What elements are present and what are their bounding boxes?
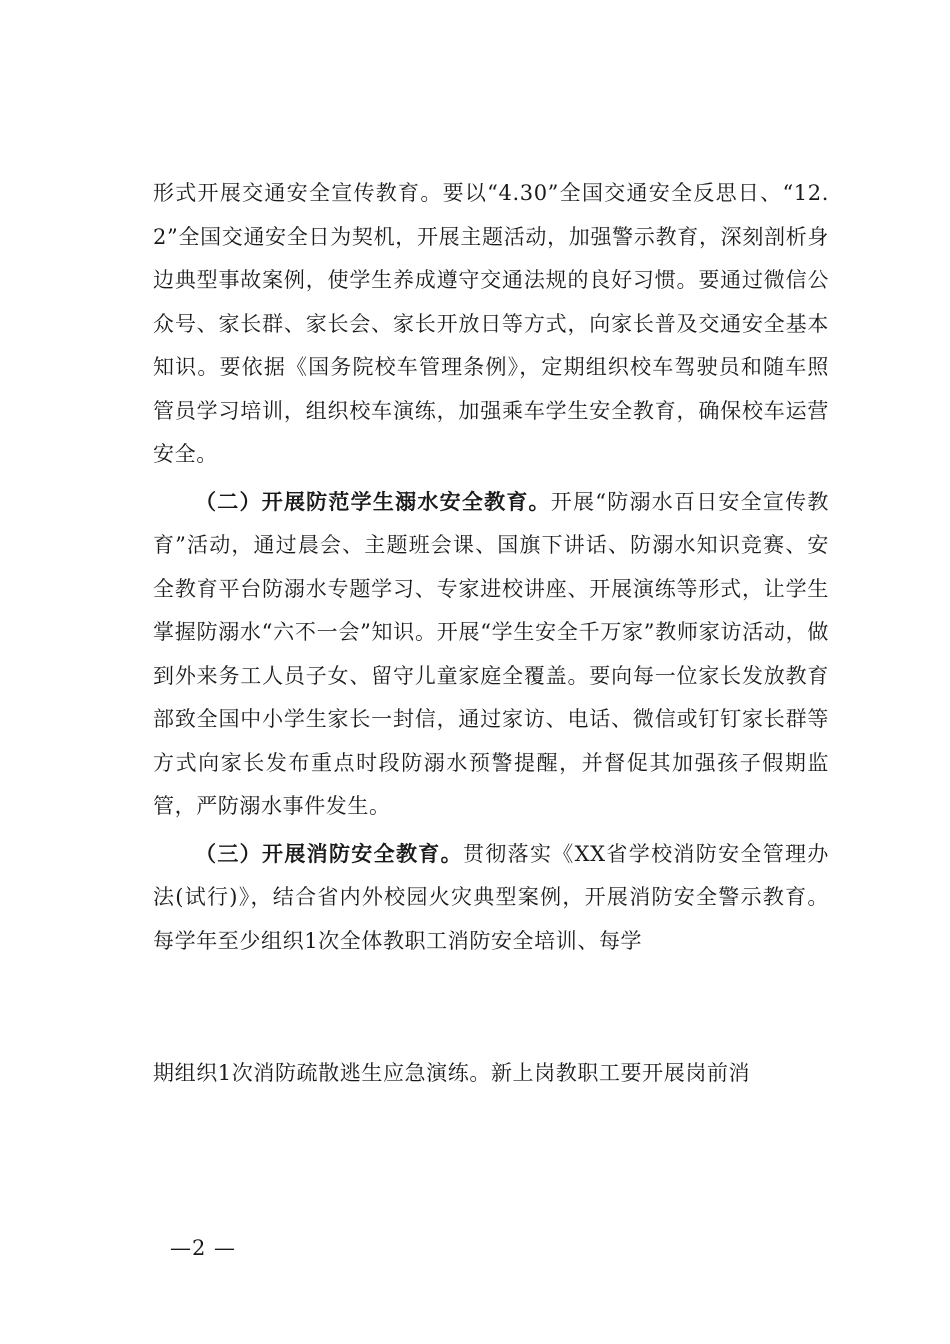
section-heading-drowning: （二）开展防范学生溺水安全教育。 — [195, 489, 551, 514]
paragraph-traffic-safety — [153, 172, 829, 477]
paragraph-drowning-safety — [153, 481, 829, 829]
paragraph-fire-safety — [153, 833, 829, 964]
paragraph-text: 贯彻落实《XX省学校消防安全管理办法(试行)》，结合省内外校园火灾典型案例，开展消防安全警示教育。每学年至少组织1次全体教职工消防安全培训、每学 — [153, 841, 829, 953]
paragraph-text: 开展“防溺水百日安全宣传教育”活动，通过晨会、主题班会课、国旗下讲话、防溺水知识竞赛、安全教育平台防溺水专题学习、专家进校讲座、开展演练等形式，让学生掌握防溺水“六不一会”知识。开展“学生安全千万家”教师家访活动，做到外来务工人员子女、留守儿童家庭全覆盖。要向每一位家长发放教育部致全国中小学生家长一封信，通过家访、电话、微信或钉钉家长群等方式向家长发布重点时段防溺水预警提醒，并督促其加强孩子假期监管，严防溺水事件发生。 — [153, 489, 829, 818]
paragraph-text: 形式开展交通安全宣传教育。要以“4.30”全国交通安全反思日、“12.2”全国交通安全日为契机，开展主题活动，加强警示教育，深刻剖析身边典型事故案例，使学生养成遵守交通法规的良好习惯。要通过微信公众号、家长群、家长会、家长开放日等方式，向家长普及交通安全基本知识。要依据《国务院校车管理条例》，定期组织校车驾驶员和随车照管员学习培训，组织校车演练，加强乘车学生安全教育，确保校车运营安全。 — [153, 181, 829, 466]
page-number: —2 — — [170, 1236, 237, 1260]
document-body — [153, 172, 829, 963]
paragraph-tail-text: 期组织1次消防疏散逃生应急演练。新上岗教职工要开展岗前消 — [153, 1061, 751, 1085]
document-tail — [153, 1052, 829, 1096]
section-heading-fire: （三）开展消防安全教育。 — [195, 841, 463, 866]
